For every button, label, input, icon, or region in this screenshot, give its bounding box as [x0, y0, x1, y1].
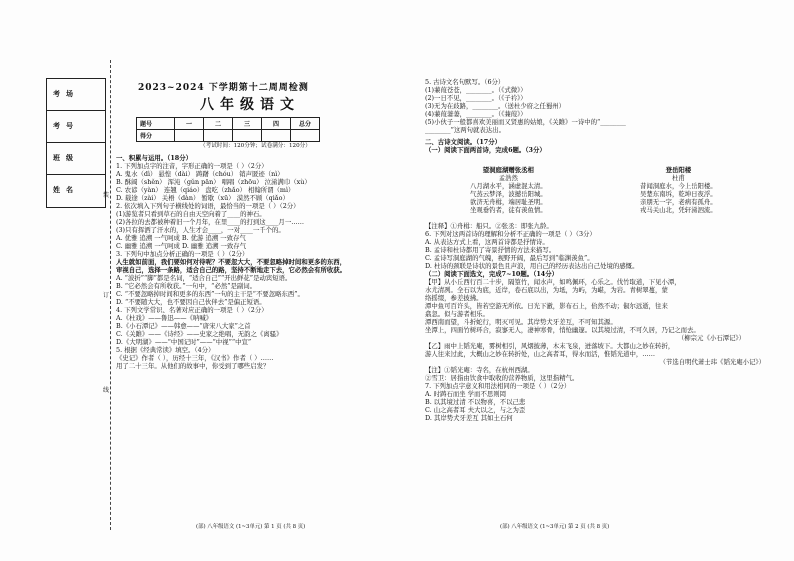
question: 5. 古诗文名句默写。（6分）: [425, 78, 505, 86]
passage: 审视自己，选择一条路，适合自己的路，坚持不断地走下去，它必然会有所收获。: [116, 266, 347, 274]
question: 5. 根据《经典常读》填空。（4分）: [116, 346, 215, 354]
section-heading: 二、古诗文阅读。（17分）: [425, 138, 501, 146]
sentence: 《史记》作者（ ），历经十三年，《汉书》作者（ ）……: [116, 354, 274, 362]
blank: (4)蒹葭萋萋，________。（《蒹葭》）: [425, 110, 527, 118]
score-header: 四: [262, 118, 291, 130]
option: C. 幽雅 追溯 一气呵成 D. 幽雅 追溯 一致存气: [116, 242, 247, 250]
poem-1: [470, 166, 547, 214]
poem-line: 八月湖水平，涵虚混太清。: [470, 182, 547, 190]
poem-author: 杜甫: [671, 174, 685, 182]
passage: 水尤清冽。全石以为底，近岸，卷石底以出，为坻，为屿，为嵁，为岩。青树翠蔓，蒙: [425, 286, 668, 294]
section-heading: 一、积累与运用。（18分）: [116, 154, 192, 162]
poem-line: 坐观垂钓者，徒有羡鱼情。: [470, 206, 547, 214]
score-header: 总分: [291, 118, 320, 130]
option: A. 优雅 追溯 一气呵成 B. 优游 追溯 一致存气: [116, 234, 246, 242]
score-table: [136, 117, 320, 142]
option: D. “不要随大大，也不要因自己伙伴去”是偏正短语。: [116, 298, 266, 306]
right-column-bottom: [425, 222, 775, 422]
question: 4. 下列文学常识、名著对应正确的一项是（ ）（2分）: [116, 306, 268, 314]
left-column: [116, 154, 406, 370]
option: C.《关雎》——《诗经》——史家之绝唱，无韵之《离骚》: [116, 330, 283, 338]
passage: 络摇缀，参差披拂。: [425, 294, 483, 302]
score-cell[interactable]: [204, 130, 233, 142]
option: A.《杜戏》——鲁迅——《呐喊》: [116, 314, 213, 322]
binding-mark: 订: [103, 292, 110, 299]
poem-title: 望洞庭湖赠张丞相: [482, 166, 534, 174]
question: 2. 依次填入下列句子横线处的词语，最恰当的一项是（ ）（2分）: [116, 202, 300, 210]
poem-title: 登岳阳楼: [665, 166, 692, 174]
option: D.《大明湖》——“中国记时”——“中视”“中宣”: [116, 338, 252, 346]
score-header: 一: [175, 118, 204, 130]
citation: （柳宗元《小石潭记》）: [677, 334, 745, 342]
poem-line: 戎马关山北，凭轩涕泗流。: [640, 206, 717, 214]
option: D. 其岸势犬牙差互 其如土石何: [425, 414, 513, 422]
sentence: (2)各拉的去都被种着旧一个月年，在里____的打到这____月一……: [116, 218, 304, 226]
subject-title: 八年级语文: [200, 97, 300, 113]
sentence: (1)游览者只看到草石的自由天空向着了____的神石。: [116, 210, 266, 218]
note: ②雪卫：居指由饮食中取收的营养物质，这里指精气。: [425, 374, 579, 382]
poem-line: 亲朋无一字，老病有孤舟。: [640, 198, 717, 206]
score-label: 得分: [137, 130, 175, 142]
poem-2: [640, 166, 717, 214]
info-row: [47, 175, 105, 206]
note: 【注释】①舟楫：船只。②张丞：即张九龄。: [425, 222, 553, 230]
score-header: 题号: [137, 118, 175, 130]
passage: 【乙】雨中上韬光庵，雾树相引，风烟披薄，木末飞泉，迸落坡下。大都山之妙在转折，: [425, 342, 675, 350]
option: D. 载途（zài） 关梧（dàn） 暂歇（xū） 漠然不顾（qiǎo）: [116, 194, 289, 202]
score-header: 二: [204, 118, 233, 130]
binding-line: [110, 60, 111, 530]
option: C. 孟诗写洞庭湖的气魄，视野开阔，最后写到“临渊羡鱼”。: [425, 254, 594, 262]
info-row: [47, 111, 105, 143]
page-footer: (部) 八年级语文 (1~3单元) 第 1 页 (共 8 页): [196, 524, 306, 530]
binding-mark: 线: [103, 387, 110, 394]
poem-author: 孟浩然: [498, 174, 518, 182]
binding-mark: 装: [103, 192, 110, 199]
question: 7. 下列加点字意义和用法相同的一项是（ ）（2分）: [425, 382, 571, 390]
blank: (5)小伙子一般都喜欢美丽而又贤惠的姑娘，《关雎》一诗中的“________: [425, 118, 626, 126]
option: C. 农谚（yàn） 连翘（qiáo） 盘吃（zhǎo） 相翰所谓（mì）: [116, 186, 295, 194]
option: D. 杜诗的颈联是诗状的景色且声浪，用自己的经历表达出自己处境的感慨。: [425, 262, 639, 270]
option: A. 时踌石而坐 学而不思则罔: [425, 390, 507, 398]
sentence: 用了二十三年。从他们的故事中，你受到了哪些启发？: [116, 362, 270, 370]
passage: 潭中鱼可百许头，皆若空游无所依。日光下澈，影布石上，佁然不动；俶尔远逝，往来: [425, 302, 668, 310]
option: C. 山之高者耳 夫大以之，与之为歪: [425, 406, 526, 414]
passage: 坐潭上，四面竹树环合，寂寥无人，凄神寒骨，悄怆幽邃。以其境过清，不可久居，乃记之而去。: [425, 326, 700, 334]
right-column-top: [425, 78, 775, 154]
option: B. 酥阔（shěn） 浑沌（gǔn pān） 唱唱（zhōu） 泣涕满巾（xù）: [116, 178, 311, 186]
blank: (2)一日不见，________。（《子衿》）: [425, 94, 527, 102]
option: B. 以其境过清 不以物喜，不以己悲: [425, 398, 526, 406]
poem-line: 气蒸云梦泽，波撼岳阳城。: [470, 190, 547, 198]
score-cell[interactable]: [175, 130, 204, 142]
option: B.《小石潭记》——韩愈——“唐宋八大家”之首: [116, 322, 251, 330]
score-header: 三: [233, 118, 262, 130]
option: A. 鬼水（dì） 悬惶（dài） 踌躇（chóu） 销声匿迹（nì）: [116, 170, 284, 178]
page-footer: (部) 八年级语文 (1~3单元) 第 2 页 (共 8 页): [500, 524, 610, 530]
poem-line: 昔闻洞庭水，今上岳阳楼。: [640, 182, 717, 190]
poem-line: 欲济无舟楫，端居耻圣明。: [470, 198, 547, 206]
option: B. 孟诗和杜诗都用了寄景抒情的方法来描写。: [425, 246, 556, 254]
sub-heading: （一）阅读下面两首诗，完成6题。（3分）: [425, 146, 546, 154]
passage: 翕忽。似与游者相乐。: [425, 310, 489, 318]
option: B. “它必然会有所收获。”一句中，“必然”是副词。: [116, 282, 257, 290]
option: C. “不要忽略掉时间和更多的东西”一句的主干是“不要忽略东西”。: [116, 290, 304, 298]
note: 【注】①韬光庵：寺名，在杭州西湖。: [425, 366, 534, 374]
score-cell[interactable]: [233, 130, 262, 142]
blank: (1)蒹葭苍苍，________。（《式微》）: [425, 86, 527, 94]
info-row: [47, 143, 105, 175]
info-label: 考号: [53, 122, 79, 130]
passage: 游人往来过此，大概山之妙在转折处，山之高者耳，得水而活，惟韬光道中，……: [425, 350, 656, 358]
poem-line: 吴楚东南坼，乾坤日夜浮。: [640, 190, 717, 198]
exam-title: 2023~2024 下学期第十二周周检测: [138, 83, 309, 93]
passage: 潭西南而望，斗折蛇行，明灭可见。其岸势犬牙差互，不可知其源。: [425, 318, 617, 326]
option: A. 从表达方式上看，这两首诗都是抒情诗。: [425, 238, 549, 246]
question: 6. 下列对这两首诗的理解和分析不正确的一项是（ ）（3分）: [425, 230, 596, 238]
blank: ________”这两句就表达出。: [425, 126, 505, 134]
score-cell[interactable]: [291, 130, 320, 142]
info-label: 姓名: [53, 186, 79, 194]
citation: （节选自明代萧士玮《韬光庵小记》）: [659, 358, 765, 366]
info-label: 考场: [53, 90, 79, 98]
score-cell[interactable]: [262, 130, 291, 142]
exam-info: （考试时间：120分钟；试卷满分：120分）: [200, 143, 311, 149]
question: 3. 下列句中加点分析正确的一项是（ ）（2分）: [116, 250, 249, 258]
info-row: [47, 79, 105, 111]
student-info-box: [46, 78, 106, 208]
question: 1. 下列加点字的注音，字形正确的一项是（ ）（2分）: [116, 162, 268, 170]
sub-heading: （二）阅读下面选文，完成7~10题。（14分）: [425, 270, 559, 278]
passage: 【甲】从小丘西行百二十步，隔篁竹，闻水声，如鸣佩环，心乐之。伐竹取道，下见小潭，: [425, 278, 681, 286]
option: A. “波折”“脚”都是名词，“适合自己”“开出鲜花”是动宾短语。: [116, 274, 292, 282]
passage: 人生就如前面，我们要如何对待呢？不要忽大大，不要忽略掉时间和更多的东西，: [116, 258, 347, 266]
sentence: (3)只有挥洒了汗水的，人生才会____，一对____一千个的。: [116, 226, 285, 234]
info-label: 班级: [53, 154, 79, 162]
blank: (3)无为在歧路，________。（送杜少府之任蜀州）: [425, 102, 566, 110]
